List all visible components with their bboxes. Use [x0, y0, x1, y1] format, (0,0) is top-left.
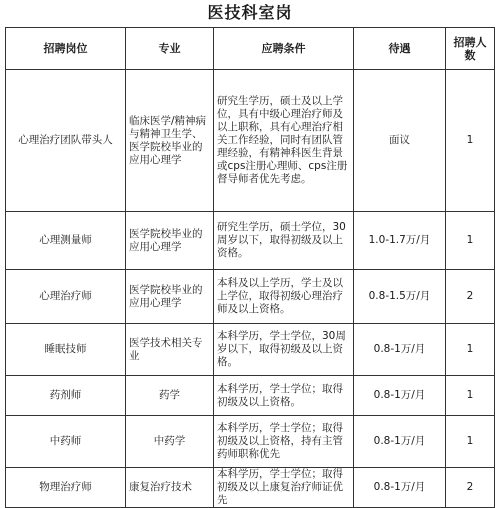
position-cell: 睡眠技师: [6, 324, 126, 376]
major-cell: 医学技术相关专业: [126, 324, 214, 376]
headcount-cell: 1: [446, 376, 495, 416]
requirements-cell: 本科学历，学士学位；取得初级及以上资格。: [214, 376, 354, 416]
table-row: [6, 270, 495, 324]
table-row: [6, 468, 495, 508]
major-cell: 临床医学/精神病与精神卫生学、医学院校毕业的应用心理学: [126, 70, 214, 212]
table-row: [6, 324, 495, 376]
requirements-cell: 本科学历，学士学位；取得初级及以上资格，持有主管药师职称优先: [214, 416, 354, 468]
salary-cell: 0.8-1万/月: [354, 376, 446, 416]
requirements-cell: 研究生学历，硕士及以上学位，具有中级心理治疗师及以上职称，具有心理治疗相关工作经验，同时有团队管理经验，有精神科医生背景或cps注册心理师、cps注册督导师者优先考虑。: [214, 70, 354, 212]
major-cell: 药学: [126, 376, 214, 416]
requirements-cell: 本科及以上学历，学士及以上学位，取得初级心理治疗师及以上资格。: [214, 270, 354, 324]
header-position: 招聘岗位: [6, 28, 126, 70]
salary-cell: 面议: [354, 70, 446, 212]
header-requirements: 应聘条件: [214, 28, 354, 70]
major-cell: 医学院校毕业的应用心理学: [126, 212, 214, 270]
headcount-cell: 1: [446, 70, 495, 212]
salary-cell: 0.8-1万/月: [354, 324, 446, 376]
major-cell: 中药学: [126, 416, 214, 468]
position-cell: 物理治疗师: [6, 468, 126, 508]
major-cell: 医学院校毕业的应用心理学: [126, 270, 214, 324]
position-cell: 中药师: [6, 416, 126, 468]
requirements-cell: 研究生学历，硕士学位，30周岁以下，取得初级及以上资格。: [214, 212, 354, 270]
major-cell: 康复治疗技术: [126, 468, 214, 508]
table-row: [6, 70, 495, 212]
salary-cell: 0.8-1万/月: [354, 416, 446, 468]
table-row: [6, 212, 495, 270]
table-header-row: [6, 28, 495, 70]
requirements-cell: 本科学历，学士学位，30周岁以下，取得初级及以上资格。: [214, 324, 354, 376]
position-cell: 药剂师: [6, 376, 126, 416]
salary-cell: 1.0-1.7万/月: [354, 212, 446, 270]
headcount-cell: 1: [446, 416, 495, 468]
salary-cell: 0.8-1.5万/月: [354, 270, 446, 324]
table-row: [6, 376, 495, 416]
recruitment-table: [5, 27, 495, 508]
headcount-cell: 2: [446, 468, 495, 508]
headcount-cell: 1: [446, 324, 495, 376]
position-cell: 心理治疗团队带头人: [6, 70, 126, 212]
requirements-cell: 本科学历，学士学位；取得初级及以上康复治疗师证优先: [214, 468, 354, 508]
position-cell: 心理治疗师: [6, 270, 126, 324]
page-title: 医技科室岗: [207, 3, 293, 22]
table-row: [6, 416, 495, 468]
header-headcount: 招聘人数: [446, 28, 495, 70]
header-major: 专业: [126, 28, 214, 70]
salary-cell: 0.8-1万/月: [354, 468, 446, 508]
position-cell: 心理测量师: [6, 212, 126, 270]
headcount-cell: 2: [446, 270, 495, 324]
headcount-cell: 1: [446, 212, 495, 270]
header-salary: 待遇: [354, 28, 446, 70]
